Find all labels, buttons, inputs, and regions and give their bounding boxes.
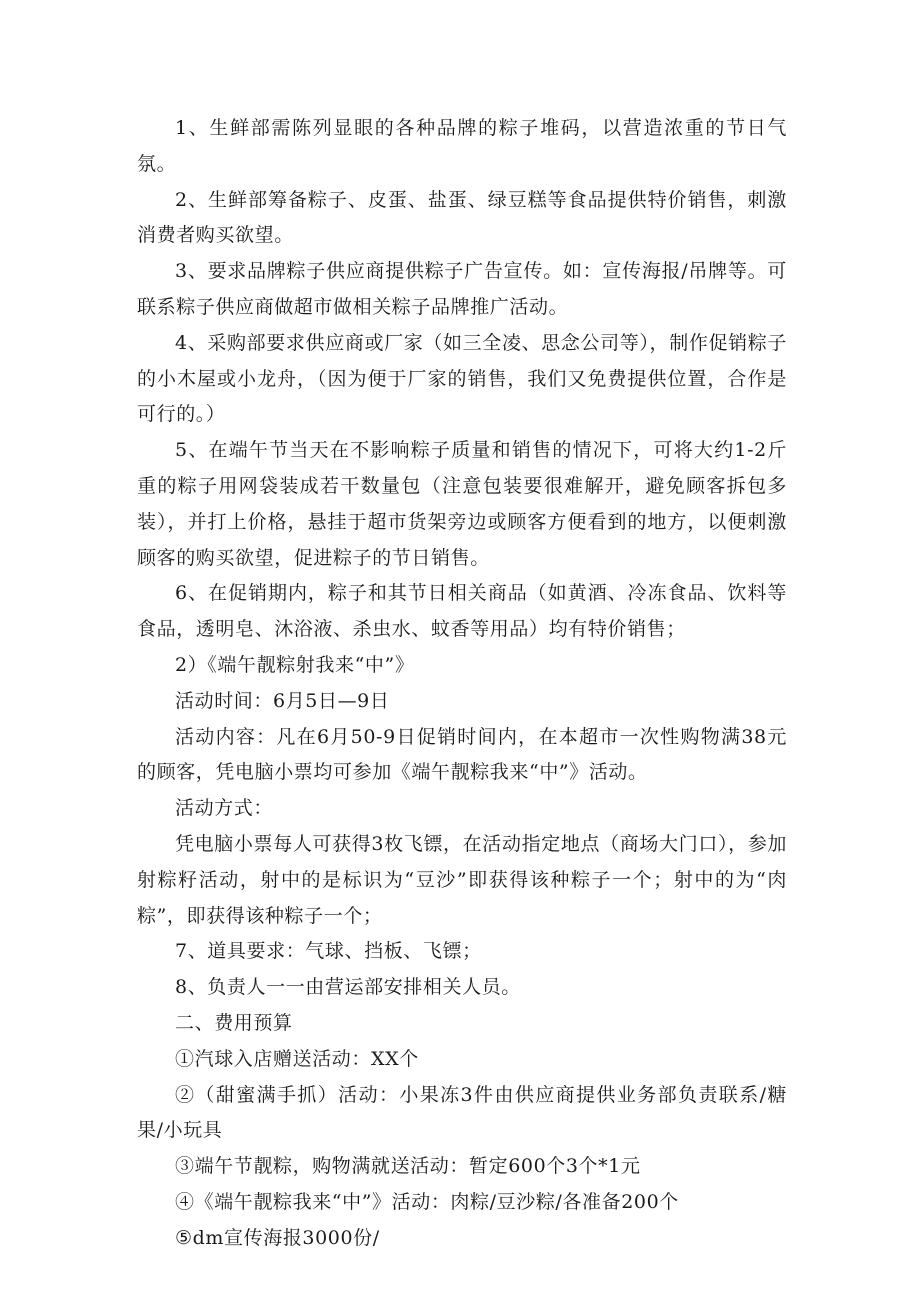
budget-heading: 二、费用预算	[175, 1011, 293, 1034]
activity-time: 活动时间：6月5日—9日	[175, 689, 390, 712]
paragraph-responsible: 8、负责人一一由营运部安排相关人员。	[175, 976, 521, 999]
paragraph-net-bag-packs: 5、在端午节当天在不影响粽子质量和销售的情况下，可将大约1-2斤重的粽子用网袋装成若干数量包（注意包装要很难解开，避免顾客拆包多装），并打上价格，悬挂于超市货架旁边或顾客方便看到的地方，以便刺激顾客的购买欲望，促进粽子的节日销售。	[137, 439, 787, 569]
budget-item-3: ③端午节靓粽，购物满就送活动：暂定600个3个*1元	[175, 1155, 641, 1178]
budget-item-2: ②（甜蜜满手抓）活动：小果冻3件由供应商提供业务部负责联系/糖果/小玩具	[137, 1083, 787, 1142]
activity-heading: 2）《端午靓粽射我来“中”》	[175, 653, 415, 676]
budget-item-1: ①汽球入店赠送活动：XX个	[175, 1047, 419, 1070]
budget-item-4: ④《端午靓粽我来“中”》活动：肉粽/豆沙粽/各准备200个	[175, 1190, 679, 1213]
paragraph-props: 7、道具要求：气球、挡板、飞镖；	[175, 940, 482, 963]
activity-method-heading: 活动方式：	[175, 797, 274, 820]
activity-content: 活动内容：凡在6月50-9日促销时间内，在本超市一次性购物满38元的顾客，凭电脑小票均可参加《端午靓粽我来“中”》活动。	[137, 725, 787, 784]
paragraph-related-goods: 6、在促销期内，粽子和其节日相关商品（如黄酒、冷冻食品、饮料等食品，透明皂、沐浴液、杀虫水、蚊香等用品）均有特价销售；	[137, 582, 787, 641]
paragraph-supplier-advertising: 3、要求品牌粽子供应商提供粽子广告宣传。如：宣传海报/吊牌等。可联系粽子供应商做超市做相关粽子品牌推广活动。	[137, 260, 787, 318]
document-body	[137, 111, 787, 1257]
paragraph-special-price-foods: 2、生鲜部筹备粽子、皮蛋、盐蛋、绿豆糕等食品提供特价销售，刺激消费者购买欲望。	[137, 188, 787, 247]
activity-method: 凭电脑小票每人可获得3枚飞镖，在活动指定地点（商场大门口），参加射粽籽活动，射中的是标识为“豆沙”即获得该种粽子一个；射中的为“肉粽”，即获得该种粽子一个；	[137, 832, 787, 927]
paragraph-promo-booth: 4、采购部要求供应商或厂家（如三全凌、思念公司等），制作促销粽子的小木屋或小龙舟，（因为便于厂家的销售，我们又免费提供位置，合作是可行的。）	[137, 331, 787, 426]
paragraph-display-zongzi: 1、生鲜部需陈列显眼的各种品牌的粽子堆码，以营造浓重的节日气氛。	[137, 117, 787, 175]
budget-item-5: ⑤dm宣传海报3000份/	[175, 1226, 380, 1249]
